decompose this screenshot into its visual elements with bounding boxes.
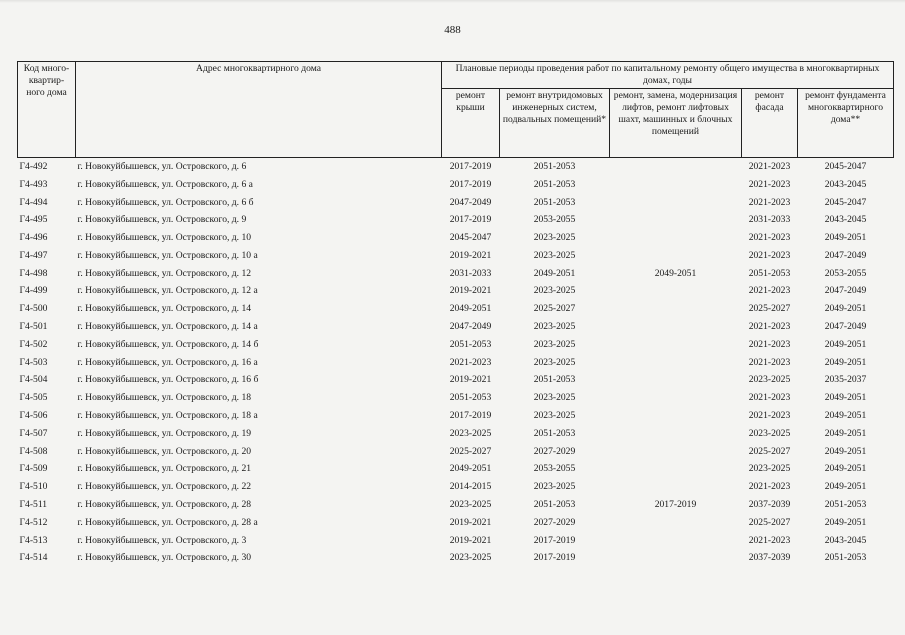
cell-code: Г4-506 bbox=[19, 410, 48, 422]
cell-facade: 2023-2025 bbox=[748, 374, 791, 386]
cell-elevators bbox=[610, 336, 742, 354]
header-address: Адрес многоквартирного дома bbox=[76, 62, 442, 158]
cell-roof: 2049-2051 bbox=[449, 463, 492, 475]
cell-code: Г4-498 bbox=[19, 267, 48, 279]
header-code: Код много-квартир-ного дома bbox=[18, 62, 76, 158]
cell-facade: 2021-2023 bbox=[748, 232, 791, 244]
cell-elevators bbox=[610, 443, 742, 461]
table-row bbox=[18, 229, 894, 247]
cell-roof: 2031-2033 bbox=[449, 267, 492, 279]
table-row bbox=[18, 318, 894, 336]
cell-engineering: 2023-2025 bbox=[533, 356, 576, 368]
table-body bbox=[18, 158, 894, 568]
table-row bbox=[18, 176, 894, 194]
cell-roof: 2014-2015 bbox=[449, 481, 492, 493]
cell-facade: 2021-2023 bbox=[748, 160, 791, 172]
cell-foundation: 2049-2051 bbox=[824, 410, 867, 422]
cell-elevators: 2049-2051 bbox=[654, 267, 697, 279]
header-engineering: ремонт внутридомовых инженерных систем, подвальных помещений* bbox=[500, 89, 610, 158]
cell-facade: 2025-2027 bbox=[748, 516, 791, 528]
cell-code: Г4-494 bbox=[19, 196, 48, 208]
cell-engineering: 2017-2019 bbox=[533, 534, 576, 546]
table-row bbox=[18, 336, 894, 354]
cell-facade: 2021-2023 bbox=[748, 196, 791, 208]
cell-address: г. Новокуйбышевск, ул. Островского, д. 14 а bbox=[77, 321, 258, 333]
table-row bbox=[18, 443, 894, 461]
cell-code: Г4-495 bbox=[19, 214, 48, 226]
cell-facade: 2021-2023 bbox=[748, 534, 791, 546]
cell-facade: 2025-2027 bbox=[748, 445, 791, 457]
cell-foundation: 2045-2047 bbox=[824, 160, 867, 172]
cell-foundation: 2035-2037 bbox=[824, 374, 867, 386]
cell-engineering: 2023-2025 bbox=[533, 232, 576, 244]
cell-elevators bbox=[610, 550, 742, 568]
cell-address: г. Новокуйбышевск, ул. Островского, д. 10 bbox=[77, 232, 252, 244]
table-row bbox=[18, 425, 894, 443]
cell-address: г. Новокуйбышевск, ул. Островского, д. 30 bbox=[77, 552, 252, 564]
cell-address: г. Новокуйбышевск, ул. Островского, д. 19 bbox=[77, 427, 252, 439]
cell-roof: 2017-2019 bbox=[449, 178, 492, 190]
cell-elevators bbox=[610, 283, 742, 301]
cell-elevators bbox=[610, 407, 742, 425]
cell-engineering: 2027-2029 bbox=[533, 516, 576, 528]
cell-roof: 2051-2053 bbox=[449, 392, 492, 404]
cell-code: Г4-510 bbox=[19, 481, 48, 493]
cell-code: Г4-508 bbox=[19, 445, 48, 457]
sheet-top-edge bbox=[0, 0, 905, 3]
cell-foundation: 2049-2051 bbox=[824, 445, 867, 457]
cell-engineering: 2051-2053 bbox=[533, 178, 576, 190]
cell-facade: 2023-2025 bbox=[748, 463, 791, 475]
cell-roof: 2047-2049 bbox=[449, 321, 492, 333]
cell-foundation: 2049-2051 bbox=[824, 481, 867, 493]
cell-elevators bbox=[610, 247, 742, 265]
cell-roof: 2017-2019 bbox=[449, 214, 492, 226]
cell-engineering: 2051-2053 bbox=[533, 499, 576, 511]
cell-elevators bbox=[610, 372, 742, 390]
cell-code: Г4-500 bbox=[19, 303, 48, 315]
cell-foundation: 2051-2053 bbox=[824, 499, 867, 511]
cell-elevators bbox=[610, 158, 742, 176]
cell-roof: 2047-2049 bbox=[449, 196, 492, 208]
cell-engineering: 2051-2053 bbox=[533, 160, 576, 172]
cell-address: г. Новокуйбышевск, ул. Островского, д. 12 а bbox=[77, 285, 258, 297]
cell-foundation: 2045-2047 bbox=[824, 196, 867, 208]
cell-elevators bbox=[610, 532, 742, 550]
cell-facade: 2021-2023 bbox=[748, 285, 791, 297]
cell-facade: 2051-2053 bbox=[748, 267, 791, 279]
cell-facade: 2021-2023 bbox=[748, 338, 791, 350]
cell-engineering: 2025-2027 bbox=[533, 303, 576, 315]
cell-facade: 2021-2023 bbox=[748, 410, 791, 422]
cell-foundation: 2049-2051 bbox=[824, 463, 867, 475]
cell-code: Г4-507 bbox=[19, 427, 48, 439]
cell-elevators bbox=[610, 425, 742, 443]
table-row bbox=[18, 461, 894, 479]
cell-facade: 2031-2033 bbox=[748, 214, 791, 226]
table-row bbox=[18, 300, 894, 318]
cell-code: Г4-505 bbox=[19, 392, 48, 404]
table-row bbox=[18, 265, 894, 283]
cell-engineering: 2051-2053 bbox=[533, 427, 576, 439]
cell-elevators bbox=[610, 461, 742, 479]
cell-roof: 2023-2025 bbox=[449, 499, 492, 511]
cell-facade: 2037-2039 bbox=[748, 499, 791, 511]
cell-engineering: 2023-2025 bbox=[533, 410, 576, 422]
cell-engineering: 2049-2051 bbox=[533, 267, 576, 279]
cell-facade: 2021-2023 bbox=[748, 321, 791, 333]
cell-foundation: 2043-2045 bbox=[824, 534, 867, 546]
cell-code: Г4-496 bbox=[19, 232, 48, 244]
cell-foundation: 2043-2045 bbox=[824, 178, 867, 190]
table-row bbox=[18, 478, 894, 496]
cell-elevators bbox=[610, 389, 742, 407]
header-facade: ремонт фасада bbox=[742, 89, 798, 158]
cell-foundation: 2049-2051 bbox=[824, 356, 867, 368]
cell-engineering: 2023-2025 bbox=[533, 249, 576, 261]
cell-engineering: 2023-2025 bbox=[533, 338, 576, 350]
table-row bbox=[18, 354, 894, 372]
cell-roof: 2025-2027 bbox=[449, 445, 492, 457]
cell-engineering: 2053-2055 bbox=[533, 214, 576, 226]
cell-code: Г4-504 bbox=[19, 374, 48, 386]
cell-code: Г4-502 bbox=[19, 338, 48, 350]
cell-foundation: 2043-2045 bbox=[824, 214, 867, 226]
page-number: 488 bbox=[444, 24, 461, 36]
cell-engineering: 2023-2025 bbox=[533, 321, 576, 333]
cell-elevators bbox=[610, 514, 742, 532]
cell-code: Г4-512 bbox=[19, 516, 48, 528]
cell-address: г. Новокуйбышевск, ул. Островского, д. 16 а bbox=[77, 356, 258, 368]
cell-roof: 2017-2019 bbox=[449, 410, 492, 422]
cell-roof: 2045-2047 bbox=[449, 232, 492, 244]
cell-roof: 2023-2025 bbox=[449, 427, 492, 439]
cell-code: Г4-492 bbox=[19, 160, 48, 172]
repair-schedule-table bbox=[17, 61, 894, 567]
cell-foundation: 2049-2051 bbox=[824, 427, 867, 439]
cell-roof: 2019-2021 bbox=[449, 516, 492, 528]
cell-engineering: 2051-2053 bbox=[533, 196, 576, 208]
cell-code: Г4-503 bbox=[19, 356, 48, 368]
cell-address: г. Новокуйбышевск, ул. Островского, д. 6 bbox=[77, 160, 247, 172]
cell-roof: 2021-2023 bbox=[449, 356, 492, 368]
cell-elevators bbox=[610, 211, 742, 229]
cell-engineering: 2023-2025 bbox=[533, 481, 576, 493]
cell-engineering: 2053-2055 bbox=[533, 463, 576, 475]
cell-roof: 2019-2021 bbox=[449, 285, 492, 297]
cell-address: г. Новокуйбышевск, ул. Островского, д. 22 bbox=[77, 481, 252, 493]
cell-address: г. Новокуйбышевск, ул. Островского, д. 14 bbox=[77, 303, 252, 315]
cell-engineering: 2051-2053 bbox=[533, 374, 576, 386]
cell-elevators bbox=[610, 318, 742, 336]
cell-roof: 2019-2021 bbox=[449, 374, 492, 386]
cell-elevators: 2017-2019 bbox=[654, 499, 697, 511]
cell-address: г. Новокуйбышевск, ул. Островского, д. 16 б bbox=[77, 374, 259, 386]
cell-facade: 2021-2023 bbox=[748, 178, 791, 190]
cell-code: Г4-501 bbox=[19, 321, 48, 333]
cell-facade: 2021-2023 bbox=[748, 249, 791, 261]
cell-address: г. Новокуйбышевск, ул. Островского, д. 3 bbox=[77, 534, 247, 546]
table-row bbox=[18, 247, 894, 265]
cell-address: г. Новокуйбышевск, ул. Островского, д. 18 bbox=[77, 392, 252, 404]
cell-code: Г4-513 bbox=[19, 534, 48, 546]
cell-address: г. Новокуйбышевск, ул. Островского, д. 21 bbox=[77, 463, 252, 475]
cell-foundation: 2049-2051 bbox=[824, 516, 867, 528]
cell-elevators bbox=[610, 354, 742, 372]
table-row bbox=[18, 211, 894, 229]
cell-foundation: 2047-2049 bbox=[824, 249, 867, 261]
cell-address: г. Новокуйбышевск, ул. Островского, д. 20 bbox=[77, 445, 252, 457]
cell-foundation: 2049-2051 bbox=[824, 338, 867, 350]
cell-roof: 2049-2051 bbox=[449, 303, 492, 315]
cell-code: Г4-511 bbox=[19, 499, 48, 511]
cell-foundation: 2049-2051 bbox=[824, 303, 867, 315]
table-row bbox=[18, 550, 894, 568]
cell-facade: 2037-2039 bbox=[748, 552, 791, 564]
cell-code: Г4-514 bbox=[19, 552, 48, 564]
header-elevators: ремонт, замена, модернизация лифтов, ремонт лифтовых шахт, машинных и блочных помещений bbox=[610, 89, 742, 158]
table-row bbox=[18, 407, 894, 425]
header-foundation: ремонт фундамента многоквартирного дома** bbox=[798, 89, 894, 158]
cell-engineering: 2027-2029 bbox=[533, 445, 576, 457]
table-row bbox=[18, 372, 894, 390]
table-row bbox=[18, 514, 894, 532]
cell-address: г. Новокуйбышевск, ул. Островского, д. 6 б bbox=[77, 196, 254, 208]
cell-code: Г4-499 bbox=[19, 285, 48, 297]
cell-code: Г4-493 bbox=[19, 178, 48, 190]
cell-foundation: 2051-2053 bbox=[824, 552, 867, 564]
table-row bbox=[18, 194, 894, 212]
cell-address: г. Новокуйбышевск, ул. Островского, д. 14 б bbox=[77, 338, 259, 350]
cell-facade: 2023-2025 bbox=[748, 427, 791, 439]
cell-address: г. Новокуйбышевск, ул. Островского, д. 28 а bbox=[77, 516, 258, 528]
cell-roof: 2051-2053 bbox=[449, 338, 492, 350]
cell-roof: 2023-2025 bbox=[449, 552, 492, 564]
cell-foundation: 2047-2049 bbox=[824, 285, 867, 297]
table-row bbox=[18, 389, 894, 407]
cell-engineering: 2023-2025 bbox=[533, 392, 576, 404]
cell-facade: 2021-2023 bbox=[748, 392, 791, 404]
table-header bbox=[18, 62, 894, 158]
cell-elevators bbox=[610, 229, 742, 247]
cell-engineering: 2017-2019 bbox=[533, 552, 576, 564]
cell-address: г. Новокуйбышевск, ул. Островского, д. 18 а bbox=[77, 410, 258, 422]
cell-elevators bbox=[610, 300, 742, 318]
cell-elevators bbox=[610, 176, 742, 194]
cell-code: Г4-497 bbox=[19, 249, 48, 261]
cell-address: г. Новокуйбышевск, ул. Островского, д. 28 bbox=[77, 499, 252, 511]
cell-elevators bbox=[610, 478, 742, 496]
cell-address: г. Новокуйбышевск, ул. Островского, д. 10 а bbox=[77, 249, 258, 261]
cell-address: г. Новокуйбышевск, ул. Островского, д. 6 а bbox=[77, 178, 253, 190]
cell-address: г. Новокуйбышевск, ул. Островского, д. 12 bbox=[77, 267, 252, 279]
cell-address: г. Новокуйбышевск, ул. Островского, д. 9 bbox=[77, 214, 247, 226]
cell-foundation: 2047-2049 bbox=[824, 321, 867, 333]
cell-facade: 2021-2023 bbox=[748, 481, 791, 493]
cell-facade: 2021-2023 bbox=[748, 356, 791, 368]
cell-code: Г4-509 bbox=[19, 463, 48, 475]
cell-roof: 2017-2019 bbox=[449, 160, 492, 172]
table-row bbox=[18, 532, 894, 550]
cell-facade: 2025-2027 bbox=[748, 303, 791, 315]
cell-roof: 2019-2021 bbox=[449, 534, 492, 546]
cell-foundation: 2053-2055 bbox=[824, 267, 867, 279]
cell-engineering: 2023-2025 bbox=[533, 285, 576, 297]
table-row bbox=[18, 283, 894, 301]
header-periods-group: Плановые периоды проведения работ по капитальному ремонту общего имущества в многоквартирных домах, годы bbox=[442, 62, 894, 89]
table-row bbox=[18, 158, 894, 176]
table-row bbox=[18, 496, 894, 514]
cell-roof: 2019-2021 bbox=[449, 249, 492, 261]
header-roof: ремонт крыши bbox=[442, 89, 500, 158]
cell-elevators bbox=[610, 194, 742, 212]
cell-foundation: 2049-2051 bbox=[824, 392, 867, 404]
cell-foundation: 2049-2051 bbox=[824, 232, 867, 244]
